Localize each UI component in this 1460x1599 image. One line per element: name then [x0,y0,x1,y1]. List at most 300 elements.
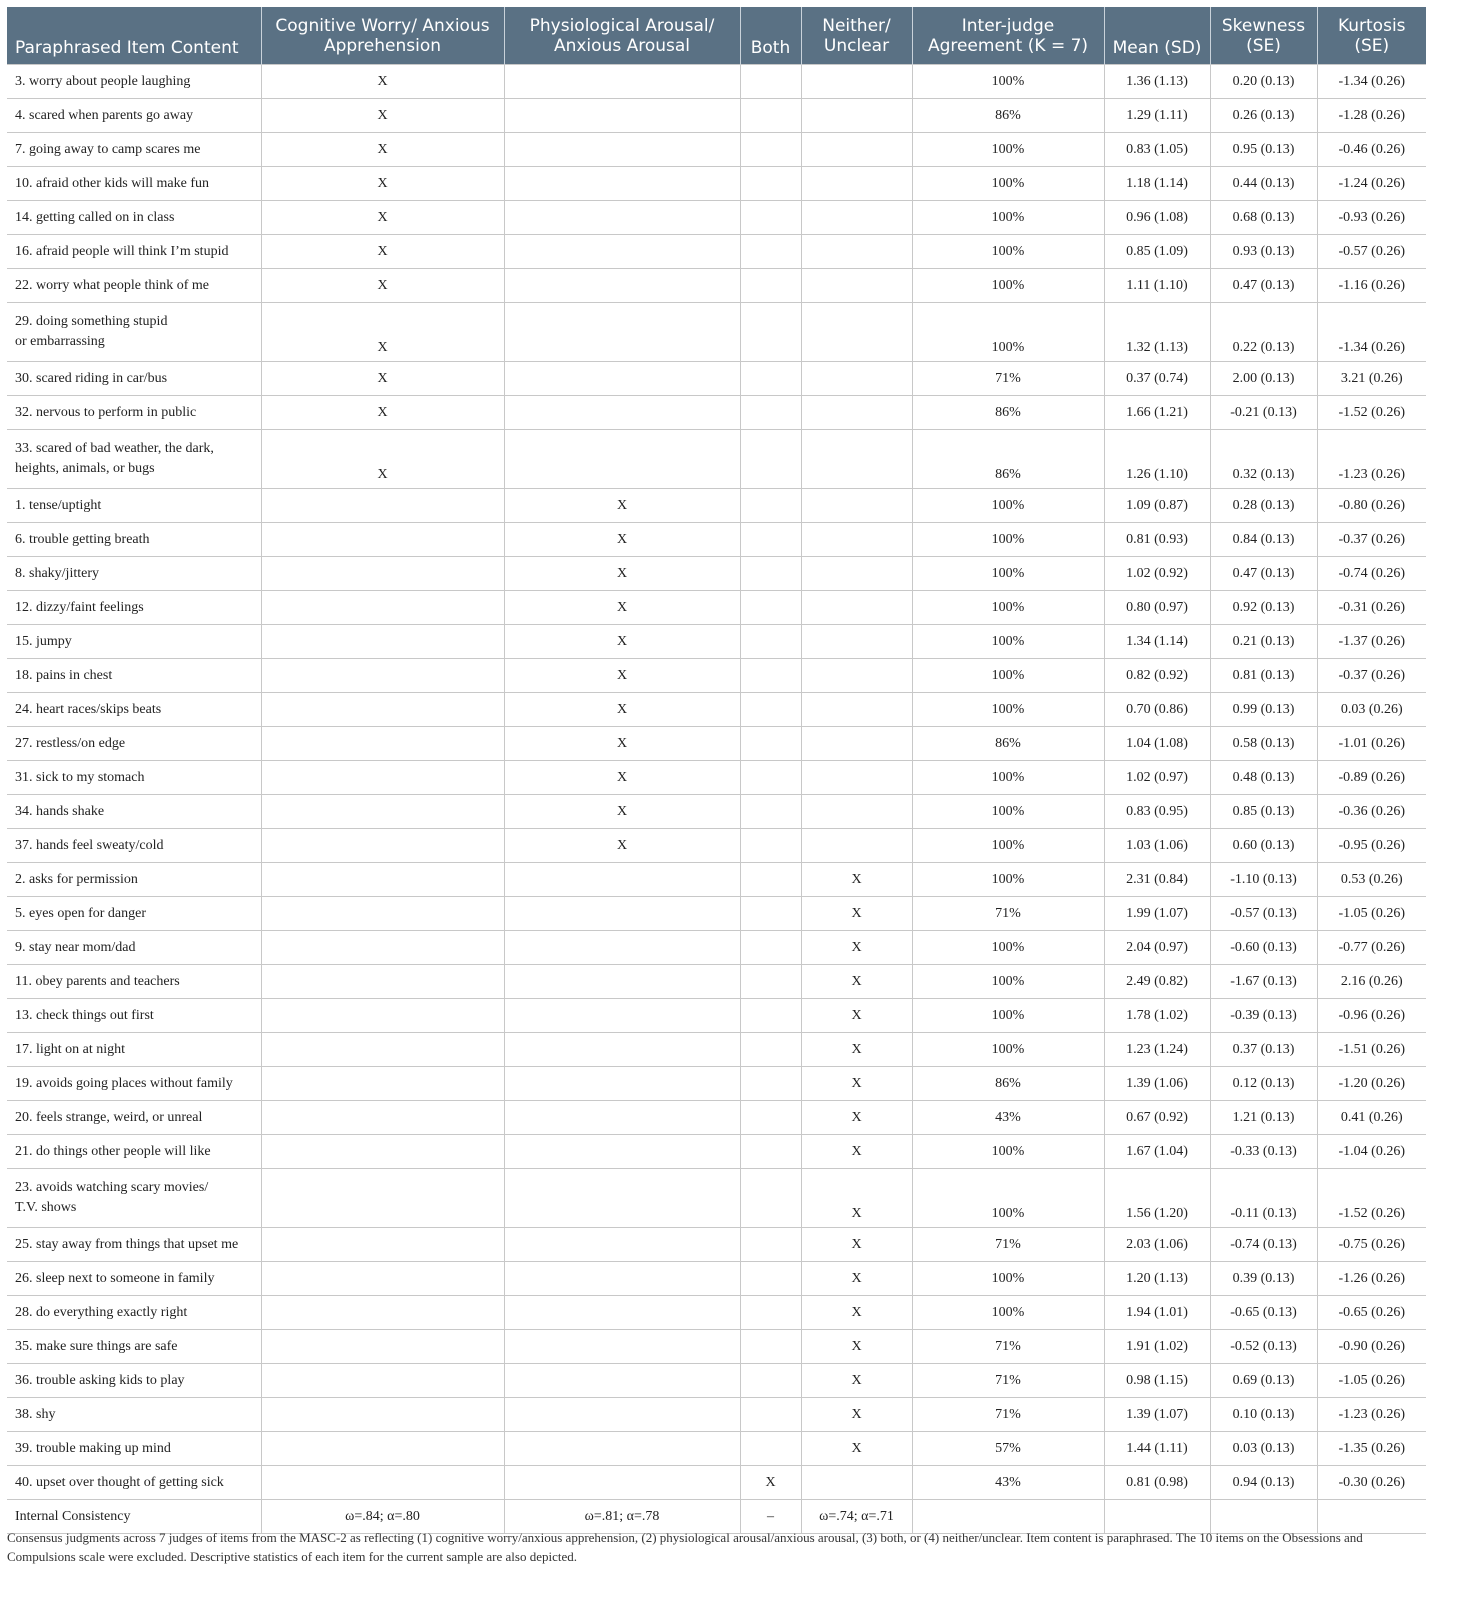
mean-sd: 2.03 (1.06) [1104,1228,1210,1262]
header-agreement: Inter-judge Agreement (K = 7) [912,7,1104,65]
header-neither: Neither/ Unclear [801,7,912,65]
both-mark [740,1432,801,1466]
neither-mark [801,201,912,235]
agreement: 71% [912,362,1104,396]
neither-mark: X [801,965,912,999]
agreement: 100% [912,269,1104,303]
physiological-arousal-mark [504,1033,740,1067]
kurtosis: -1.28 (0.26) [1317,99,1426,133]
physiological-arousal-mark: X [504,557,740,591]
neither-mark: X [801,1101,912,1135]
header-cognitive-worry: Cognitive Worry/ Anxious Apprehension [261,7,504,65]
mean-sd: 1.94 (1.01) [1104,1296,1210,1330]
agreement: 100% [912,65,1104,99]
neither-mark [801,489,912,523]
agreement: 71% [912,897,1104,931]
cognitive-worry-mark: X [261,235,504,269]
neither-mark [801,362,912,396]
physiological-arousal-mark [504,1228,740,1262]
mean-sd: 0.81 (0.98) [1104,1466,1210,1500]
neither-mark: X [801,1262,912,1296]
item-content: 34. hands shake [7,795,261,829]
kurtosis: -1.26 (0.26) [1317,1262,1426,1296]
both-mark [740,303,801,362]
item-content: 15. jumpy [7,625,261,659]
agreement: 100% [912,489,1104,523]
kurtosis: -0.80 (0.26) [1317,489,1426,523]
skewness: 0.26 (0.13) [1210,99,1317,133]
skewness: 0.68 (0.13) [1210,201,1317,235]
neither-mark: X [801,1432,912,1466]
both-mark [740,1067,801,1101]
table-row [7,999,1426,1033]
table-row [7,362,1426,396]
physiological-arousal-mark [504,931,740,965]
mean-sd: 0.81 (0.93) [1104,523,1210,557]
table-row [7,1169,1426,1228]
skewness: 0.84 (0.13) [1210,523,1317,557]
item-content: 40. upset over thought of getting sick [7,1466,261,1500]
skewness: 1.21 (0.13) [1210,1101,1317,1135]
kurtosis: -0.95 (0.26) [1317,829,1426,863]
physiological-arousal-mark: X [504,829,740,863]
neither-mark [801,235,912,269]
mean-sd: 0.70 (0.86) [1104,693,1210,727]
agreement: 100% [912,999,1104,1033]
mean-sd: 1.56 (1.20) [1104,1169,1210,1228]
neither-mark [801,591,912,625]
mean-sd: 1.20 (1.13) [1104,1262,1210,1296]
header-kurtosis: Kurtosis (SE) [1317,7,1426,65]
skewness: 0.81 (0.13) [1210,659,1317,693]
table-row [7,1228,1426,1262]
neither-mark: X [801,1228,912,1262]
table-row [7,1101,1426,1135]
neither-mark: X [801,1398,912,1432]
item-content: 7. going away to camp scares me [7,133,261,167]
cognitive-worry-mark [261,1169,504,1228]
item-content: 26. sleep next to someone in family [7,1262,261,1296]
skewness: -0.65 (0.13) [1210,1296,1317,1330]
item-content: 21. do things other people will like [7,1135,261,1169]
header-skewness: Skewness (SE) [1210,7,1317,65]
both-mark [740,625,801,659]
both-mark [740,99,801,133]
physiological-arousal-mark [504,999,740,1033]
kurtosis: -1.05 (0.26) [1317,897,1426,931]
both-mark [740,523,801,557]
agreement: 100% [912,133,1104,167]
agreement: 71% [912,1228,1104,1262]
table-body [7,65,1426,1534]
skewness: 0.21 (0.13) [1210,625,1317,659]
cognitive-worry-mark [261,931,504,965]
table-row [7,659,1426,693]
header-both: Both [740,7,801,65]
agreement: 86% [912,727,1104,761]
item-content: 23. avoids watching scary movies/ T.V. shows [7,1169,261,1228]
agreement: 43% [912,1466,1104,1500]
neither-mark: X [801,1067,912,1101]
skewness: 0.22 (0.13) [1210,303,1317,362]
item-content: 24. heart races/skips beats [7,693,261,727]
mean-sd: 0.85 (1.09) [1104,235,1210,269]
both-mark [740,965,801,999]
item-content: 30. scared riding in car/bus [7,362,261,396]
both-mark [740,557,801,591]
mean-sd: 1.39 (1.06) [1104,1067,1210,1101]
mean-sd: 0.80 (0.97) [1104,591,1210,625]
kurtosis: -1.34 (0.26) [1317,303,1426,362]
agreement: 100% [912,761,1104,795]
skewness: 0.12 (0.13) [1210,1067,1317,1101]
mean-sd: 1.34 (1.14) [1104,625,1210,659]
both-mark [740,65,801,99]
agreement: 100% [912,625,1104,659]
item-content: 8. shaky/jittery [7,557,261,591]
skewness: 0.93 (0.13) [1210,235,1317,269]
both-mark [740,999,801,1033]
cognitive-worry-mark [261,659,504,693]
cognitive-worry-mark: ω=.84; α=.80 [261,1500,504,1534]
both-mark [740,430,801,489]
item-content: 3. worry about people laughing [7,65,261,99]
table-row [7,1135,1426,1169]
kurtosis: -0.37 (0.26) [1317,523,1426,557]
neither-mark [801,99,912,133]
agreement: 100% [912,965,1104,999]
agreement: 100% [912,523,1104,557]
mean-sd: 1.02 (0.92) [1104,557,1210,591]
both-mark: – [740,1500,801,1534]
skewness: 0.94 (0.13) [1210,1466,1317,1500]
table-row [7,897,1426,931]
physiological-arousal-mark [504,65,740,99]
kurtosis: -0.74 (0.26) [1317,557,1426,591]
mean-sd: 1.66 (1.21) [1104,396,1210,430]
mean-sd: 2.31 (0.84) [1104,863,1210,897]
item-content: Internal Consistency [7,1500,261,1534]
physiological-arousal-mark: X [504,693,740,727]
physiological-arousal-mark [504,897,740,931]
cognitive-worry-mark [261,693,504,727]
cognitive-worry-mark [261,1033,504,1067]
kurtosis: 3.21 (0.26) [1317,362,1426,396]
mean-sd: 0.96 (1.08) [1104,201,1210,235]
neither-mark [801,659,912,693]
physiological-arousal-mark [504,1262,740,1296]
physiological-arousal-mark [504,201,740,235]
mean-sd: 1.99 (1.07) [1104,897,1210,931]
kurtosis: -1.24 (0.26) [1317,167,1426,201]
both-mark [740,863,801,897]
skewness: 0.99 (0.13) [1210,693,1317,727]
agreement: 100% [912,1033,1104,1067]
neither-mark: X [801,863,912,897]
mean-sd: 1.11 (1.10) [1104,269,1210,303]
table-row [7,523,1426,557]
skewness: 0.39 (0.13) [1210,1262,1317,1296]
physiological-arousal-mark [504,863,740,897]
kurtosis: -1.37 (0.26) [1317,625,1426,659]
neither-mark: X [801,897,912,931]
skewness: 0.44 (0.13) [1210,167,1317,201]
cognitive-worry-mark: X [261,167,504,201]
table-row [7,1432,1426,1466]
kurtosis: -0.65 (0.26) [1317,1296,1426,1330]
header-physiological-arousal: Physiological Arousal/ Anxious Arousal [504,7,740,65]
item-content: 33. scared of bad weather, the dark, heights, animals, or bugs [7,430,261,489]
skewness: -0.60 (0.13) [1210,931,1317,965]
neither-mark [801,761,912,795]
table-row [7,1398,1426,1432]
cognitive-worry-mark: X [261,303,504,362]
cognitive-worry-mark [261,1364,504,1398]
cognitive-worry-mark [261,1228,504,1262]
skewness: 0.58 (0.13) [1210,727,1317,761]
table-row [7,303,1426,362]
item-content: 17. light on at night [7,1033,261,1067]
physiological-arousal-mark [504,1330,740,1364]
skewness: 0.20 (0.13) [1210,65,1317,99]
table-row [7,557,1426,591]
kurtosis: -1.52 (0.26) [1317,396,1426,430]
kurtosis: -1.04 (0.26) [1317,1135,1426,1169]
mean-sd: 1.03 (1.06) [1104,829,1210,863]
kurtosis: -1.35 (0.26) [1317,1432,1426,1466]
kurtosis: -0.96 (0.26) [1317,999,1426,1033]
item-content: 13. check things out first [7,999,261,1033]
item-content: 9. stay near mom/dad [7,931,261,965]
skewness: 0.48 (0.13) [1210,761,1317,795]
physiological-arousal-mark [504,99,740,133]
both-mark [740,167,801,201]
mean-sd: 0.67 (0.92) [1104,1101,1210,1135]
both-mark [740,727,801,761]
both-mark: X [740,1466,801,1500]
item-content: 36. trouble asking kids to play [7,1364,261,1398]
kurtosis: -0.77 (0.26) [1317,931,1426,965]
physiological-arousal-mark [504,303,740,362]
mean-sd: 0.37 (0.74) [1104,362,1210,396]
kurtosis: 0.41 (0.26) [1317,1101,1426,1135]
both-mark [740,201,801,235]
neither-mark [801,65,912,99]
both-mark [740,1135,801,1169]
kurtosis: -1.34 (0.26) [1317,65,1426,99]
cognitive-worry-mark [261,1330,504,1364]
physiological-arousal-mark: ω=.81; α=.78 [504,1500,740,1534]
neither-mark: X [801,931,912,965]
both-mark [740,1364,801,1398]
skewness: -0.57 (0.13) [1210,897,1317,931]
agreement: 100% [912,557,1104,591]
table-row [7,489,1426,523]
kurtosis: -0.46 (0.26) [1317,133,1426,167]
table-caption: Consensus judgments across 7 judges of items from the MASC-2 as reflecting (1) cognitive worry/anxious apprehension, (2) physiological arousal/anxious arousal, (3) both, or (4) neither/unclear. Item content is paraphrased. The 10 items on the Obsessions and Compulsions scale were excluded. Descriptive statistics of each item for the current sample are also depicted. [7,1530,1363,1564]
both-mark [740,1169,801,1228]
both-mark [740,1101,801,1135]
cognitive-worry-mark [261,1067,504,1101]
agreement: 100% [912,1169,1104,1228]
neither-mark [801,693,912,727]
skewness: -0.52 (0.13) [1210,1330,1317,1364]
table-row [7,201,1426,235]
cognitive-worry-mark [261,999,504,1033]
mean-sd: 2.49 (0.82) [1104,965,1210,999]
mean-sd: 1.39 (1.07) [1104,1398,1210,1432]
mean-sd: 1.04 (1.08) [1104,727,1210,761]
agreement: 86% [912,1067,1104,1101]
item-content: 27. restless/on edge [7,727,261,761]
kurtosis: -0.75 (0.26) [1317,1228,1426,1262]
mean-sd: 1.26 (1.10) [1104,430,1210,489]
neither-mark [801,557,912,591]
both-mark [740,761,801,795]
kurtosis: 2.16 (0.26) [1317,965,1426,999]
cognitive-worry-mark [261,1296,504,1330]
mean-sd: 1.91 (1.02) [1104,1330,1210,1364]
neither-mark: X [801,1330,912,1364]
physiological-arousal-mark [504,396,740,430]
cognitive-worry-mark: X [261,201,504,235]
cognitive-worry-mark [261,625,504,659]
cognitive-worry-mark [261,1262,504,1296]
item-content: 28. do everything exactly right [7,1296,261,1330]
both-mark [740,1262,801,1296]
agreement: 100% [912,201,1104,235]
cognitive-worry-mark: X [261,430,504,489]
agreement: 100% [912,693,1104,727]
skewness: 0.92 (0.13) [1210,591,1317,625]
cognitive-worry-mark [261,1432,504,1466]
table-row [7,761,1426,795]
mean-sd: 1.44 (1.11) [1104,1432,1210,1466]
table-row [7,591,1426,625]
cognitive-worry-mark [261,965,504,999]
table-row [7,625,1426,659]
mean-sd: 2.04 (0.97) [1104,931,1210,965]
item-content: 37. hands feel sweaty/cold [7,829,261,863]
agreement: 100% [912,303,1104,362]
physiological-arousal-mark: X [504,727,740,761]
skewness: -0.33 (0.13) [1210,1135,1317,1169]
skewness: 0.03 (0.13) [1210,1432,1317,1466]
cognitive-worry-mark [261,591,504,625]
mean-sd: 0.82 (0.92) [1104,659,1210,693]
physiological-arousal-mark [504,362,740,396]
item-content: 39. trouble making up mind [7,1432,261,1466]
physiological-arousal-mark [504,1296,740,1330]
agreement: 100% [912,931,1104,965]
both-mark [740,133,801,167]
physiological-arousal-mark: X [504,795,740,829]
agreement: 100% [912,1135,1104,1169]
agreement: 100% [912,1262,1104,1296]
kurtosis: -1.20 (0.26) [1317,1067,1426,1101]
item-content: 29. doing something stupid or embarrassing [7,303,261,362]
cognitive-worry-mark: X [261,133,504,167]
neither-mark [801,523,912,557]
item-content: 14. getting called on in class [7,201,261,235]
cognitive-worry-mark [261,1135,504,1169]
agreement: 100% [912,591,1104,625]
skewness: 0.47 (0.13) [1210,269,1317,303]
both-mark [740,269,801,303]
kurtosis: -0.90 (0.26) [1317,1330,1426,1364]
item-content: 18. pains in chest [7,659,261,693]
kurtosis: -0.93 (0.26) [1317,201,1426,235]
table-row [7,430,1426,489]
item-content: 2. asks for permission [7,863,261,897]
skewness: 0.95 (0.13) [1210,133,1317,167]
neither-mark: X [801,1135,912,1169]
skewness: 0.37 (0.13) [1210,1033,1317,1067]
physiological-arousal-mark [504,1432,740,1466]
both-mark [740,1330,801,1364]
table-row [7,1033,1426,1067]
physiological-arousal-mark: X [504,761,740,795]
physiological-arousal-mark: X [504,523,740,557]
both-mark [740,931,801,965]
table-row [7,1466,1426,1500]
agreement: 100% [912,235,1104,269]
physiological-arousal-mark: X [504,591,740,625]
cognitive-worry-mark: X [261,362,504,396]
neither-mark [801,1466,912,1500]
skewness: 0.85 (0.13) [1210,795,1317,829]
item-content: 11. obey parents and teachers [7,965,261,999]
kurtosis: 0.53 (0.26) [1317,863,1426,897]
skewness: 2.00 (0.13) [1210,362,1317,396]
neither-mark [801,269,912,303]
item-content: 12. dizzy/faint feelings [7,591,261,625]
neither-mark: X [801,999,912,1033]
skewness: 0.47 (0.13) [1210,557,1317,591]
agreement: 57% [912,1432,1104,1466]
item-content: 38. shy [7,1398,261,1432]
mean-sd: 1.23 (1.24) [1104,1033,1210,1067]
both-mark [740,897,801,931]
agreement: 86% [912,99,1104,133]
agreement: 100% [912,659,1104,693]
neither-mark [801,795,912,829]
mean-sd: 0.83 (1.05) [1104,133,1210,167]
physiological-arousal-mark: X [504,659,740,693]
skewness: 0.32 (0.13) [1210,430,1317,489]
table-row [7,1330,1426,1364]
item-content: 22. worry what people think of me [7,269,261,303]
agreement: 100% [912,829,1104,863]
table-row [7,1262,1426,1296]
physiological-arousal-mark [504,269,740,303]
neither-mark: ω=.74; α=.71 [801,1500,912,1534]
skewness: -0.11 (0.13) [1210,1169,1317,1228]
physiological-arousal-mark [504,133,740,167]
table-row [7,1296,1426,1330]
mean-sd: 1.78 (1.02) [1104,999,1210,1033]
mean-sd: 1.29 (1.11) [1104,99,1210,133]
item-content: 6. trouble getting breath [7,523,261,557]
neither-mark: X [801,1033,912,1067]
item-content: 16. afraid people will think I’m stupid [7,235,261,269]
skewness: -0.39 (0.13) [1210,999,1317,1033]
kurtosis: 0.03 (0.26) [1317,693,1426,727]
agreement: 86% [912,396,1104,430]
cognitive-worry-mark [261,761,504,795]
table-row [7,693,1426,727]
neither-mark [801,727,912,761]
